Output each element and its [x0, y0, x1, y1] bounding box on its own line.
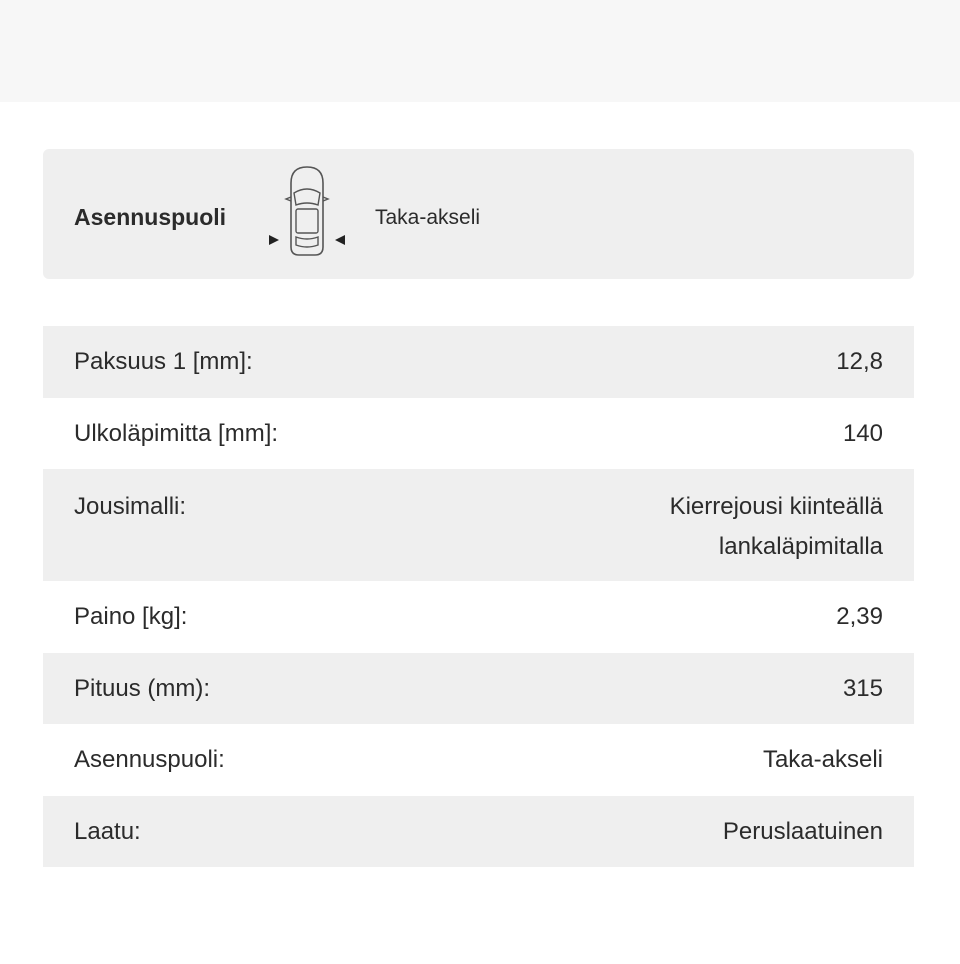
- spec-value: Kierrejousi kiinteällä lankaläpimitalla: [669, 493, 883, 560]
- spec-value: 315: [842, 674, 883, 702]
- spec-row-quality: [43, 796, 914, 868]
- spec-row-mounting-side: [43, 724, 914, 796]
- spec-row-outer-diameter: [43, 398, 914, 470]
- spec-label: Jousimalli:: [74, 493, 187, 520]
- top-bar: [0, 0, 960, 102]
- spec-value: 12,8: [836, 348, 883, 375]
- spec-value: Taka-akseli: [762, 746, 883, 773]
- spec-label: Pituus (mm):: [74, 674, 211, 702]
- spec-value: 2,39: [836, 603, 883, 630]
- spec-label: Laatu:: [74, 817, 141, 845]
- spec-row-thickness: [43, 326, 914, 398]
- mounting-side-value: Taka-akseli: [375, 206, 481, 229]
- spec-row-spring-model: [43, 469, 914, 581]
- spec-value: 140: [842, 419, 883, 447]
- spec-label: Ulkoläpimitta [mm]:: [74, 419, 279, 447]
- mounting-side-card: [43, 149, 914, 279]
- spec-row-length: [43, 653, 914, 725]
- spec-row-weight: [43, 581, 914, 653]
- spec-label: Asennuspuoli:: [74, 746, 225, 773]
- spec-label: Paksuus 1 [mm]:: [74, 348, 253, 375]
- mounting-side-title: Asennuspuoli: [74, 204, 227, 230]
- spec-label: Paino [kg]:: [74, 603, 188, 630]
- car-rear-axle-icon: [265, 163, 349, 259]
- spec-value: Peruslaatuinen: [722, 817, 883, 845]
- spec-table: [43, 326, 914, 867]
